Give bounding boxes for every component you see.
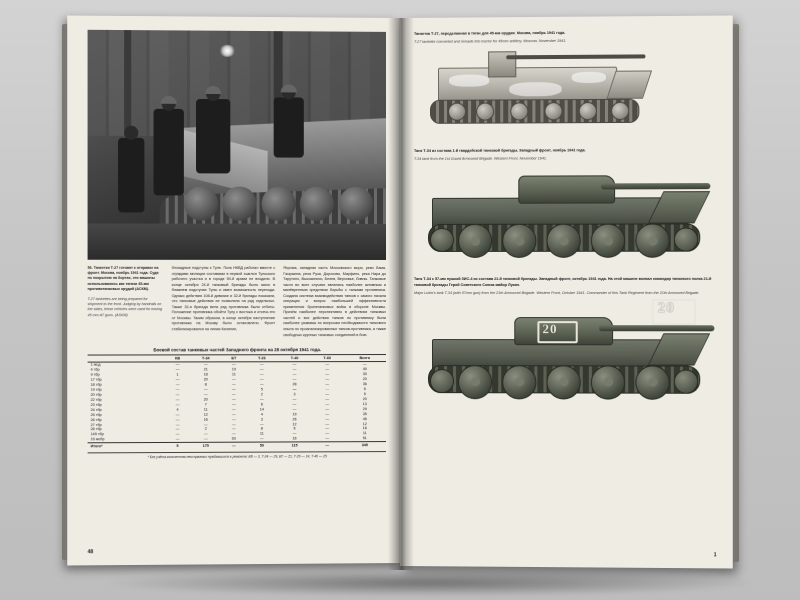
table-cell: — — [175, 417, 180, 422]
table-cell: 12 — [292, 421, 297, 426]
archive-photo-t27-loading — [88, 30, 386, 260]
t34-turret — [518, 176, 615, 204]
table-cell: — — [175, 387, 180, 392]
plate-caption-ru: Танкетка Т-27, переделанная в тягач для 45-мм орудия. Москва, ноябрь 1941 года. — [413, 30, 566, 36]
table-header-cell: Т-34 — [189, 356, 222, 362]
table-cell: — — [203, 362, 208, 367]
table-cell: — — [231, 382, 236, 387]
table-cell: — — [259, 377, 264, 382]
table-cell: — — [292, 372, 297, 377]
table-cell-unit: 19 тбр — [90, 387, 102, 392]
table-cell: 115 — [278, 442, 311, 449]
table-cell: — — [325, 396, 330, 401]
table-cell: — — [292, 387, 297, 392]
table-cell: 6 — [260, 402, 263, 407]
table-cell: — — [175, 402, 180, 407]
table-cell: 8 — [260, 426, 263, 431]
table-cell-unit: 23 тбр — [90, 402, 102, 407]
table-cell: 16 — [292, 436, 297, 441]
photo-person-cap — [280, 84, 296, 92]
table-cell: — — [175, 427, 180, 432]
page-left — [67, 16, 400, 566]
table-cell: — — [292, 402, 297, 407]
table-cell: — — [325, 377, 330, 382]
open-book — [70, 18, 730, 578]
table-cell: — — [231, 377, 236, 382]
illustration-t34-lukin — [414, 297, 716, 402]
table-cell: 12 — [203, 412, 208, 417]
table-title: Боевой состав танковых частей Западного фронта на 28 октября 1941 года. — [88, 347, 386, 356]
table-cell: 50 — [245, 442, 278, 449]
t27-bogie — [476, 102, 494, 120]
table-cell: 3 — [260, 417, 263, 422]
table-cell: — — [325, 426, 330, 431]
table-cell: 5 — [363, 386, 366, 391]
table-cell: — — [231, 387, 236, 392]
table-cell: — — [231, 397, 236, 402]
photo-caption-en: T-27 tankettes are being prepared for shipment to the front. Judging by handrails on the sides, these vehicles were used for towing 45 mm AT guns. (ASKM) — [87, 297, 162, 317]
t27-bogie — [611, 102, 629, 120]
plate-t34-21st-brigade — [414, 277, 716, 401]
table-cell: — — [175, 382, 180, 387]
winter-camo-patch — [572, 71, 606, 82]
t34-main-gun — [601, 184, 710, 190]
table-cell: — — [231, 362, 236, 367]
table-cell: 20 — [203, 377, 208, 382]
table-cell: — — [231, 432, 236, 437]
photo-person — [273, 97, 303, 157]
t27-bogie — [544, 102, 562, 120]
table — [88, 356, 386, 449]
t34-roadwheel — [591, 365, 625, 399]
body-column-2: Яхрома, западная часть Московского моря, реки Лама, Гжоржина, река Руза, Дорохово, Марфино, река Нара до Тарутино, Высокиничи, Белев, Верховье, Ливны. Танковые части во всех случаях являлись наиболее активным и манёвренным средством борьбы с танками противника. Создана система взаимодействия танков с самого начала операции и вопрос наибольшей эффективности применения бронетанковых войск в обороне Москвы. Причём наиболее перспективно в действиях танковых частей и все действия танков по противнику были наиболее уязвимы по вопросам необходимости танкового опыта по проанализированных танков-противника, а также свободных крупных танковых соединений в бою. — [283, 265, 387, 337]
plate-t27-at-tractor — [414, 30, 716, 142]
table-cell-unit: 4 тбр — [90, 367, 100, 372]
table-cell: — — [325, 416, 330, 421]
table-cell: 5 — [363, 391, 366, 396]
table-cell: — — [231, 412, 236, 417]
order-of-battle-table — [88, 347, 386, 460]
table-cell-unit: 27 тбр — [90, 422, 102, 427]
table-cell: 12 — [362, 421, 367, 426]
table-cell: 11 — [259, 431, 264, 436]
table-cell: 11 — [362, 431, 367, 436]
table-cell-unit: 20 тбр — [90, 392, 102, 397]
table-header-cell: БТ — [222, 356, 245, 362]
table-cell: — — [203, 392, 208, 397]
table-cell-unit: 18 тбр — [90, 382, 102, 387]
page-right — [400, 15, 733, 568]
t34-zis4-57mm-gun — [599, 325, 715, 331]
photo-roadwheel — [339, 187, 373, 221]
table-cell: — — [175, 397, 180, 402]
table-cell: — — [222, 442, 245, 449]
table-cell: 51 — [362, 436, 367, 441]
table-cell: 35 — [362, 411, 367, 416]
table-cell-unit: 17 тбр — [90, 377, 102, 382]
table-cell: — — [292, 367, 297, 372]
table-cell: 20 — [362, 396, 367, 401]
t34-roadwheel — [546, 365, 580, 399]
table-cell: 6 — [293, 426, 296, 431]
table-cell-unit: 28 тбр — [90, 427, 102, 432]
table-cell: 3 — [293, 392, 296, 397]
table-cell: — — [325, 382, 330, 387]
table-cell: — — [175, 412, 180, 417]
table-cell: 30 — [362, 372, 367, 377]
t27-bogie — [579, 102, 597, 120]
table-cell: 36 — [362, 381, 367, 386]
page-left-content — [88, 30, 386, 550]
table-cell: — — [292, 362, 297, 367]
photo-person — [196, 99, 230, 174]
table-cell: — — [292, 431, 297, 436]
table-cell: — — [231, 417, 236, 422]
t34-idler-wheel — [430, 369, 454, 393]
table-cell: — — [292, 377, 297, 382]
table-cell: — — [325, 436, 330, 441]
table-cell: — — [175, 362, 180, 367]
photo-lamp-glow — [219, 44, 235, 56]
table-cell: — — [325, 431, 330, 436]
photo-person-cap — [205, 86, 221, 94]
table-cell: — — [325, 391, 330, 396]
table-cell: 175 — [189, 443, 222, 450]
table-cell: 1 — [176, 372, 179, 377]
table-cell: 45 — [362, 416, 367, 421]
table-cell-unit: 24 тбр — [90, 407, 102, 412]
table-cell: — — [325, 401, 330, 406]
photo-roadwheel — [184, 186, 218, 220]
illustration-t27 — [414, 44, 716, 142]
t27-bogie — [448, 102, 466, 120]
table-header-cell: Всего — [344, 356, 387, 362]
page-right-content — [414, 30, 716, 555]
table-cell: 2 — [260, 392, 263, 397]
table-cell: 7 — [204, 402, 207, 407]
table-cell: 16 — [362, 426, 367, 431]
table-cell-unit: 9 тбр — [90, 372, 100, 377]
photo-caption — [88, 266, 163, 339]
table-cell: — — [175, 367, 180, 372]
table-cell: — — [325, 421, 330, 426]
plate-caption-ru: Танк Т-34 из состава 1-й гвардейской танковой бригады. Западный фронт, ноябрь 1941 года. — [413, 147, 586, 153]
table-cell: — — [203, 437, 208, 442]
plate-caption-ru: Танк Т-34 с 57-мм пушкой ЗИС-4 из состава 21-й танковой бригады. Западный фронт, октябрь 1941 года. На этой машине воевал командир танкового полка 21-й танковой бригады Герой Советского Союза майор Лукин. — [413, 277, 712, 287]
illustration-t34-guard — [414, 161, 716, 270]
photo-ground — [88, 223, 386, 260]
plate-caption-en: T-27 tankette converted and remade into tractor for 45mm artillery. Moscow, November 1941. — [413, 39, 567, 45]
table-cell: — — [231, 422, 236, 427]
table-cell: 2 — [204, 427, 207, 432]
table-cell: 19 — [292, 411, 297, 416]
table-cell: 5 — [166, 443, 190, 450]
table-cell: 29 — [362, 406, 367, 411]
table-cell: — — [325, 367, 330, 372]
table-cell: — — [203, 422, 208, 427]
photo-beam-left — [124, 30, 131, 136]
page-number-right: 1 — [713, 552, 717, 559]
table-cell: — — [259, 362, 264, 367]
table-cell: 20 — [203, 397, 208, 402]
table-footnote: * Без учёта количества неисправных нуждавшихся в ремонте: КВ — 3, Т-34 — 29, БТ — 21, Т-26 — 14, Т-40 — 25 — [88, 451, 386, 459]
table-cell: — — [259, 397, 264, 402]
photo-roadwheel — [300, 187, 334, 221]
table-cell: — — [259, 372, 264, 377]
table-cell: 4 — [176, 407, 179, 412]
t27-bogie — [510, 102, 528, 120]
table-cell: — — [203, 432, 208, 437]
table-cell: 16 — [203, 417, 208, 422]
table-cell: 13 — [362, 401, 367, 406]
table-cell: 40 — [362, 367, 367, 372]
table-cell: — — [175, 377, 180, 382]
plate-t34-1st-guard — [414, 147, 716, 270]
table-body — [88, 362, 386, 450]
table-cell: — — [231, 427, 236, 432]
table-cell: 5 — [260, 387, 263, 392]
table-cell: — — [175, 392, 180, 397]
table-cell: 345 — [344, 442, 387, 449]
table-cell: — — [175, 422, 180, 427]
body-column-1: блокадные подступы к Туле. Полк НКВД работал вместе с отрядами милиции составами в первой эшелон Тульского рабочего участка и в городе 50-й армии не входили. В конце октября 24-й танковый бригады было мало в ближнем подступах Тулы и имел возможность перехода. Однако действия 108-й дивизии и 32-й бригады показали, что танковые действия не позволяли на ряд отдельных. Также 32-я бригада вела ряд противника были отбиты. Положение противника обойти Тулу с востока и отсечь его от Москвы. Таким образом, в конце октября наступление противника на Москву было остановлено. Фронт стабилизировался на линии Калинин, — [171, 265, 276, 332]
table-cell: — — [292, 397, 297, 402]
turret-number: 20 — [542, 320, 558, 336]
table-cell: — — [311, 442, 344, 449]
plate-caption-en: Major Lukin's tank T-34 (with 57mm gun) from the 21th Armoured Brigade. Western Front, October 1941. Commander of this Tank Regiment from the 21th Armoured Brigade. — [413, 291, 700, 296]
table-header-cell: Т-26 — [245, 356, 278, 362]
table-cell: 8 — [204, 382, 207, 387]
table-cell-unit: 1 мсд — [90, 362, 101, 367]
table-cell: — — [259, 367, 264, 372]
table-cell: — — [203, 387, 208, 392]
winter-camo-patch — [449, 74, 489, 86]
t34-turret — [514, 317, 613, 345]
photo-roadwheel — [261, 187, 295, 221]
table-cell: — — [259, 421, 264, 427]
book-drop-shadow — [110, 570, 750, 596]
photo-person — [154, 108, 184, 195]
table-cell: — — [325, 406, 330, 411]
table-cell: 28 — [292, 382, 297, 387]
table-header-cell: Т-60 — [311, 356, 344, 362]
photo-person-head — [124, 126, 138, 140]
table-cell: — — [231, 392, 236, 397]
table-cell: 19 — [231, 367, 236, 372]
photo-person — [118, 138, 144, 213]
table-cell: — — [292, 406, 297, 411]
winter-camo-patch — [509, 82, 561, 96]
table-cell: 14 — [259, 407, 264, 412]
body-text — [172, 266, 386, 339]
table-cell-unit: 145 тбр — [90, 432, 104, 437]
table-cell: — — [325, 362, 330, 367]
table-cell-unit: Итого* — [88, 443, 166, 450]
caption-and-body — [88, 266, 386, 339]
table-cell: — — [325, 387, 330, 392]
table-cell: — — [231, 407, 236, 412]
photo-caption-ru: 56. Танкетки Т-27 готовят к отправке на фронт. Москва, ноябрь 1941 года. Судя по покрытию на бортах, эти машины использовались как тягачи 45-мм противотанковых орудий (АСКМ). — [87, 265, 159, 291]
table-cell: 21 — [203, 367, 208, 372]
t34-roadwheel — [458, 365, 492, 399]
table-cell-unit: 26 тбр — [90, 417, 102, 422]
table-cell: 11 — [231, 372, 236, 377]
t34-roadwheel — [635, 365, 669, 399]
table-cell: 50 — [231, 437, 236, 442]
table-cell-unit: 15 мсбр — [90, 437, 105, 442]
page-number-left: 48 — [87, 549, 94, 556]
table-cell: — — [325, 411, 330, 416]
table-cell: — — [175, 437, 180, 442]
table-row — [88, 442, 386, 450]
table-cell-unit: 25 тбр — [90, 412, 102, 417]
table-cell: 20 — [362, 377, 367, 382]
table-cell: — — [259, 436, 264, 441]
table-cell: — — [362, 362, 367, 367]
turret-number-hull: 20 — [657, 299, 675, 316]
table-cell: 11 — [203, 407, 208, 412]
table-cell: — — [259, 382, 264, 387]
plate-caption-en: T-34 tank from the 1st Guard Armoured Brigade. Western Front, November 1941. — [413, 156, 547, 162]
table-cell-unit: 22 тбр — [90, 397, 102, 402]
table-header-cell: КВ — [166, 356, 190, 362]
table-cell: 26 — [292, 416, 297, 421]
table-cell: 4 — [260, 412, 263, 417]
photo-roadwheel — [222, 187, 256, 221]
table-cell: — — [231, 402, 236, 407]
table-cell: 18 — [203, 372, 208, 377]
table-cell: — — [175, 432, 180, 437]
table-header-cell: Т-40 — [278, 356, 311, 362]
t34-drive-sprocket — [674, 369, 698, 393]
table-cell: — — [325, 372, 330, 377]
t34-roadwheel — [502, 365, 536, 399]
